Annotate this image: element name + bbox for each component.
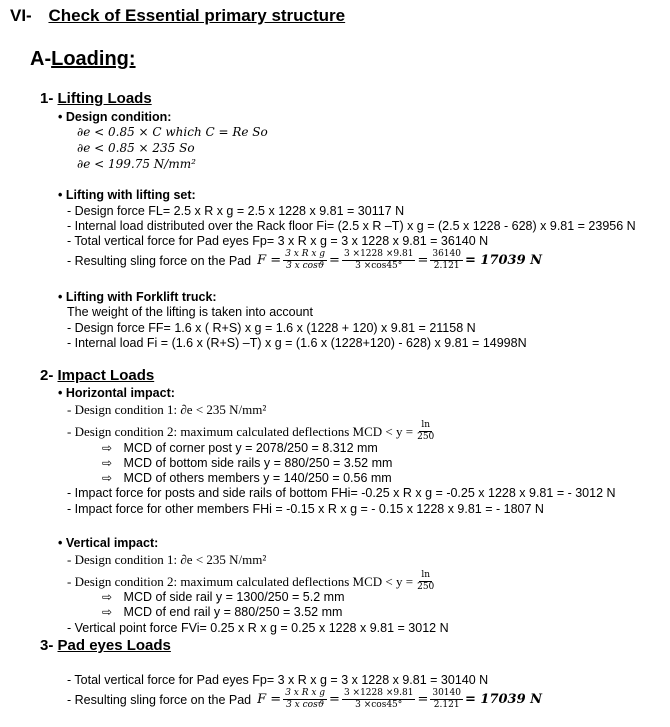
vertical-impact-title: Vertical impact: xyxy=(65,536,159,550)
arrow-right-icon: ⇨ xyxy=(102,471,113,485)
design-condition-line-3: ∂e < 199.75 N/mm² xyxy=(77,157,196,171)
vertical-force: - Vertical point force FVi= 0.25 x R x g = 0.25 x 1228 x 9.81 = 3012 N xyxy=(67,621,449,635)
deflection-fraction: $\frac{\ln}{250}$ xyxy=(417,420,435,442)
sling-force-label: - Resulting sling force on the Pad xyxy=(67,692,252,707)
horizontal-mcd-3: ⇨ MCD of others members y = 140/250 = 0.56 mm xyxy=(102,471,392,485)
vertical-mcd-1: ⇨ MCD of side rail y = 1300/250 = 5.2 mm xyxy=(102,590,345,604)
design-condition-line-1: ∂e < 0.85 × C which C = Re So xyxy=(77,125,268,139)
impact-heading xyxy=(40,367,154,384)
horizontal-condition-1: - Design condition 1: ∂e < 235 N/mm² xyxy=(67,402,267,417)
horizontal-mcd-1: ⇨ MCD of corner post y = 2078/250 = 8.312 mm xyxy=(102,441,378,455)
lifting-set-line-2: - Internal load distributed over the Rack floor Fi= (2.5 x R –T) x g = (2.5 x 1228 - 628) x 9.81 = 23956 N xyxy=(67,219,636,233)
section-heading: Check of Essential primary structure xyxy=(48,6,346,25)
bullet-icon: • xyxy=(58,290,63,304)
sling-force-symbol: F = xyxy=(257,253,282,268)
sling-fraction-3: $\frac{30140}{2.121}$ xyxy=(432,688,461,710)
lifting-set-title: Lifting with lifting set: xyxy=(65,188,196,202)
bullet-icon: • xyxy=(58,110,63,124)
sling-force-result: = 17039 N xyxy=(464,253,543,268)
sling-fraction-2: $\frac{3 \times 1228 \times 9.81}{3 \times\cos 45^\circ}$ xyxy=(343,249,414,271)
padeyes-title: Pad eyes Loads xyxy=(57,637,171,654)
sling-fraction-3: $\frac{36140}{2.121}$ xyxy=(432,249,461,271)
padeyes-line-2: - Resulting sling force on the Pad F = $\frac{\text{3 x R x g}}{\text{3 x cosϑ}}$ = $\frac{3 \times 1228 \times 9.81}{3 \times\cos 45^\circ}$ = $\frac{30140}{2.121}$ = 17039 N xyxy=(67,688,543,710)
sling-force-symbol: F = xyxy=(257,692,282,707)
sling-force-result: = 17039 N xyxy=(464,692,543,707)
sling-fraction-1: $\frac{\text{3 x R x g}}{\text{3 x cosϑ}}$ xyxy=(285,688,326,710)
design-condition-line-2: ∂e < 0.85 × 235 So xyxy=(77,141,195,155)
horizontal-condition-2: - Design condition 2: maximum calculated deflections MCD < y = $\frac{\ln}{250}$ xyxy=(67,420,435,442)
impact-title: Impact Loads xyxy=(57,367,155,384)
arrow-right-icon: ⇨ xyxy=(102,590,113,604)
arrow-right-icon: ⇨ xyxy=(102,456,113,470)
padeyes-heading xyxy=(40,637,171,654)
section-title xyxy=(10,6,345,26)
forklift-heading xyxy=(58,290,217,304)
sling-fraction-2: $\frac{3 \times 1228 \times 9.81}{3 \times\cos 45^\circ}$ xyxy=(343,688,414,710)
lifting-title: Lifting Loads xyxy=(57,90,152,107)
forklift-line-2: - Design force FF= 1.6 x ( R+S) x g = 1.6 x (1228 + 120) x 9.81 = 21158 N xyxy=(67,321,476,335)
lifting-set-line-4: - Resulting sling force on the Pad F = $\frac{\text{3 x R x g}}{\text{3 x cosϑ}}$ = $\frac{3 \times 1228 \times 9.81}{3 \times\cos 45^\circ}$ = $\frac{36140}{2.121}$ = 17039 N xyxy=(67,249,543,271)
sling-fraction-1: $\frac{\text{3 x R x g}}{\text{3 x cosϑ}}$ xyxy=(285,249,326,271)
forklift-line-3: - Internal load Fi = (1.6 x (R+S) –T) x g = (1.6 x (1228+120) - 628) x 9.81 = 14998N xyxy=(67,336,527,350)
padeyes-number: 3- xyxy=(40,637,54,654)
horizontal-impact-title: Horizontal impact: xyxy=(65,386,175,400)
vertical-condition-2: - Design condition 2: maximum calculated deflections MCD < y = $\frac{\ln}{250}$ xyxy=(67,570,435,592)
lifting-heading xyxy=(40,90,152,107)
horizontal-impact-heading xyxy=(58,386,175,400)
lifting-set-line-1: - Design force FL= 2.5 x R x g = 2.5 x 1228 x 9.81 = 30117 N xyxy=(67,204,405,218)
lifting-set-heading xyxy=(58,188,196,202)
vertical-impact-heading xyxy=(58,536,158,550)
impact-number: 2- xyxy=(40,367,54,384)
arrow-right-icon: ⇨ xyxy=(102,605,113,619)
horizontal-force-2: - Impact force for other members FHi = -0.15 x R x g = - 0.15 x 1228 x 9.81 = - 1807 N xyxy=(67,502,544,516)
horizontal-mcd-2: ⇨ MCD of bottom side rails y = 880/250 = 3.52 mm xyxy=(102,456,393,470)
forklift-title: Lifting with Forklift truck: xyxy=(65,290,217,304)
vertical-mcd-2: ⇨ MCD of end rail y = 880/250 = 3.52 mm xyxy=(102,605,343,619)
lifting-set-line-3: - Total vertical force for Pad eyes Fp= 3 x R x g = 3 x 1228 x 9.81 = 36140 N xyxy=(67,234,489,248)
arrow-right-icon: ⇨ xyxy=(102,441,113,455)
loading-title: Loading: xyxy=(51,48,136,70)
deflection-fraction: $\frac{\ln}{250}$ xyxy=(417,570,435,592)
section-number: VI- xyxy=(10,6,32,25)
sling-force-label: - Resulting sling force on the Pad xyxy=(67,253,252,268)
lifting-number: 1- xyxy=(40,90,54,107)
bullet-icon: • xyxy=(58,188,63,202)
padeyes-line-1: - Total vertical force for Pad eyes Fp= 3 x R x g = 3 x 1228 x 9.81 = 30140 N xyxy=(67,673,489,687)
bullet-icon: • xyxy=(58,386,63,400)
vertical-condition-1: - Design condition 1: ∂e < 235 N/mm² xyxy=(67,552,267,567)
forklift-line-1: The weight of the lifting is taken into account xyxy=(67,305,313,319)
bullet-icon: • xyxy=(58,536,63,550)
loading-heading xyxy=(30,48,136,71)
design-condition-title: Design condition: xyxy=(65,110,172,124)
loading-number: A- xyxy=(30,48,52,70)
design-condition-heading xyxy=(58,110,171,124)
horizontal-force-1: - Impact force for posts and side rails of bottom FHi= -0.25 x R x g = -0.25 x 1228 x 9.81 = - 3012 N xyxy=(67,486,616,500)
